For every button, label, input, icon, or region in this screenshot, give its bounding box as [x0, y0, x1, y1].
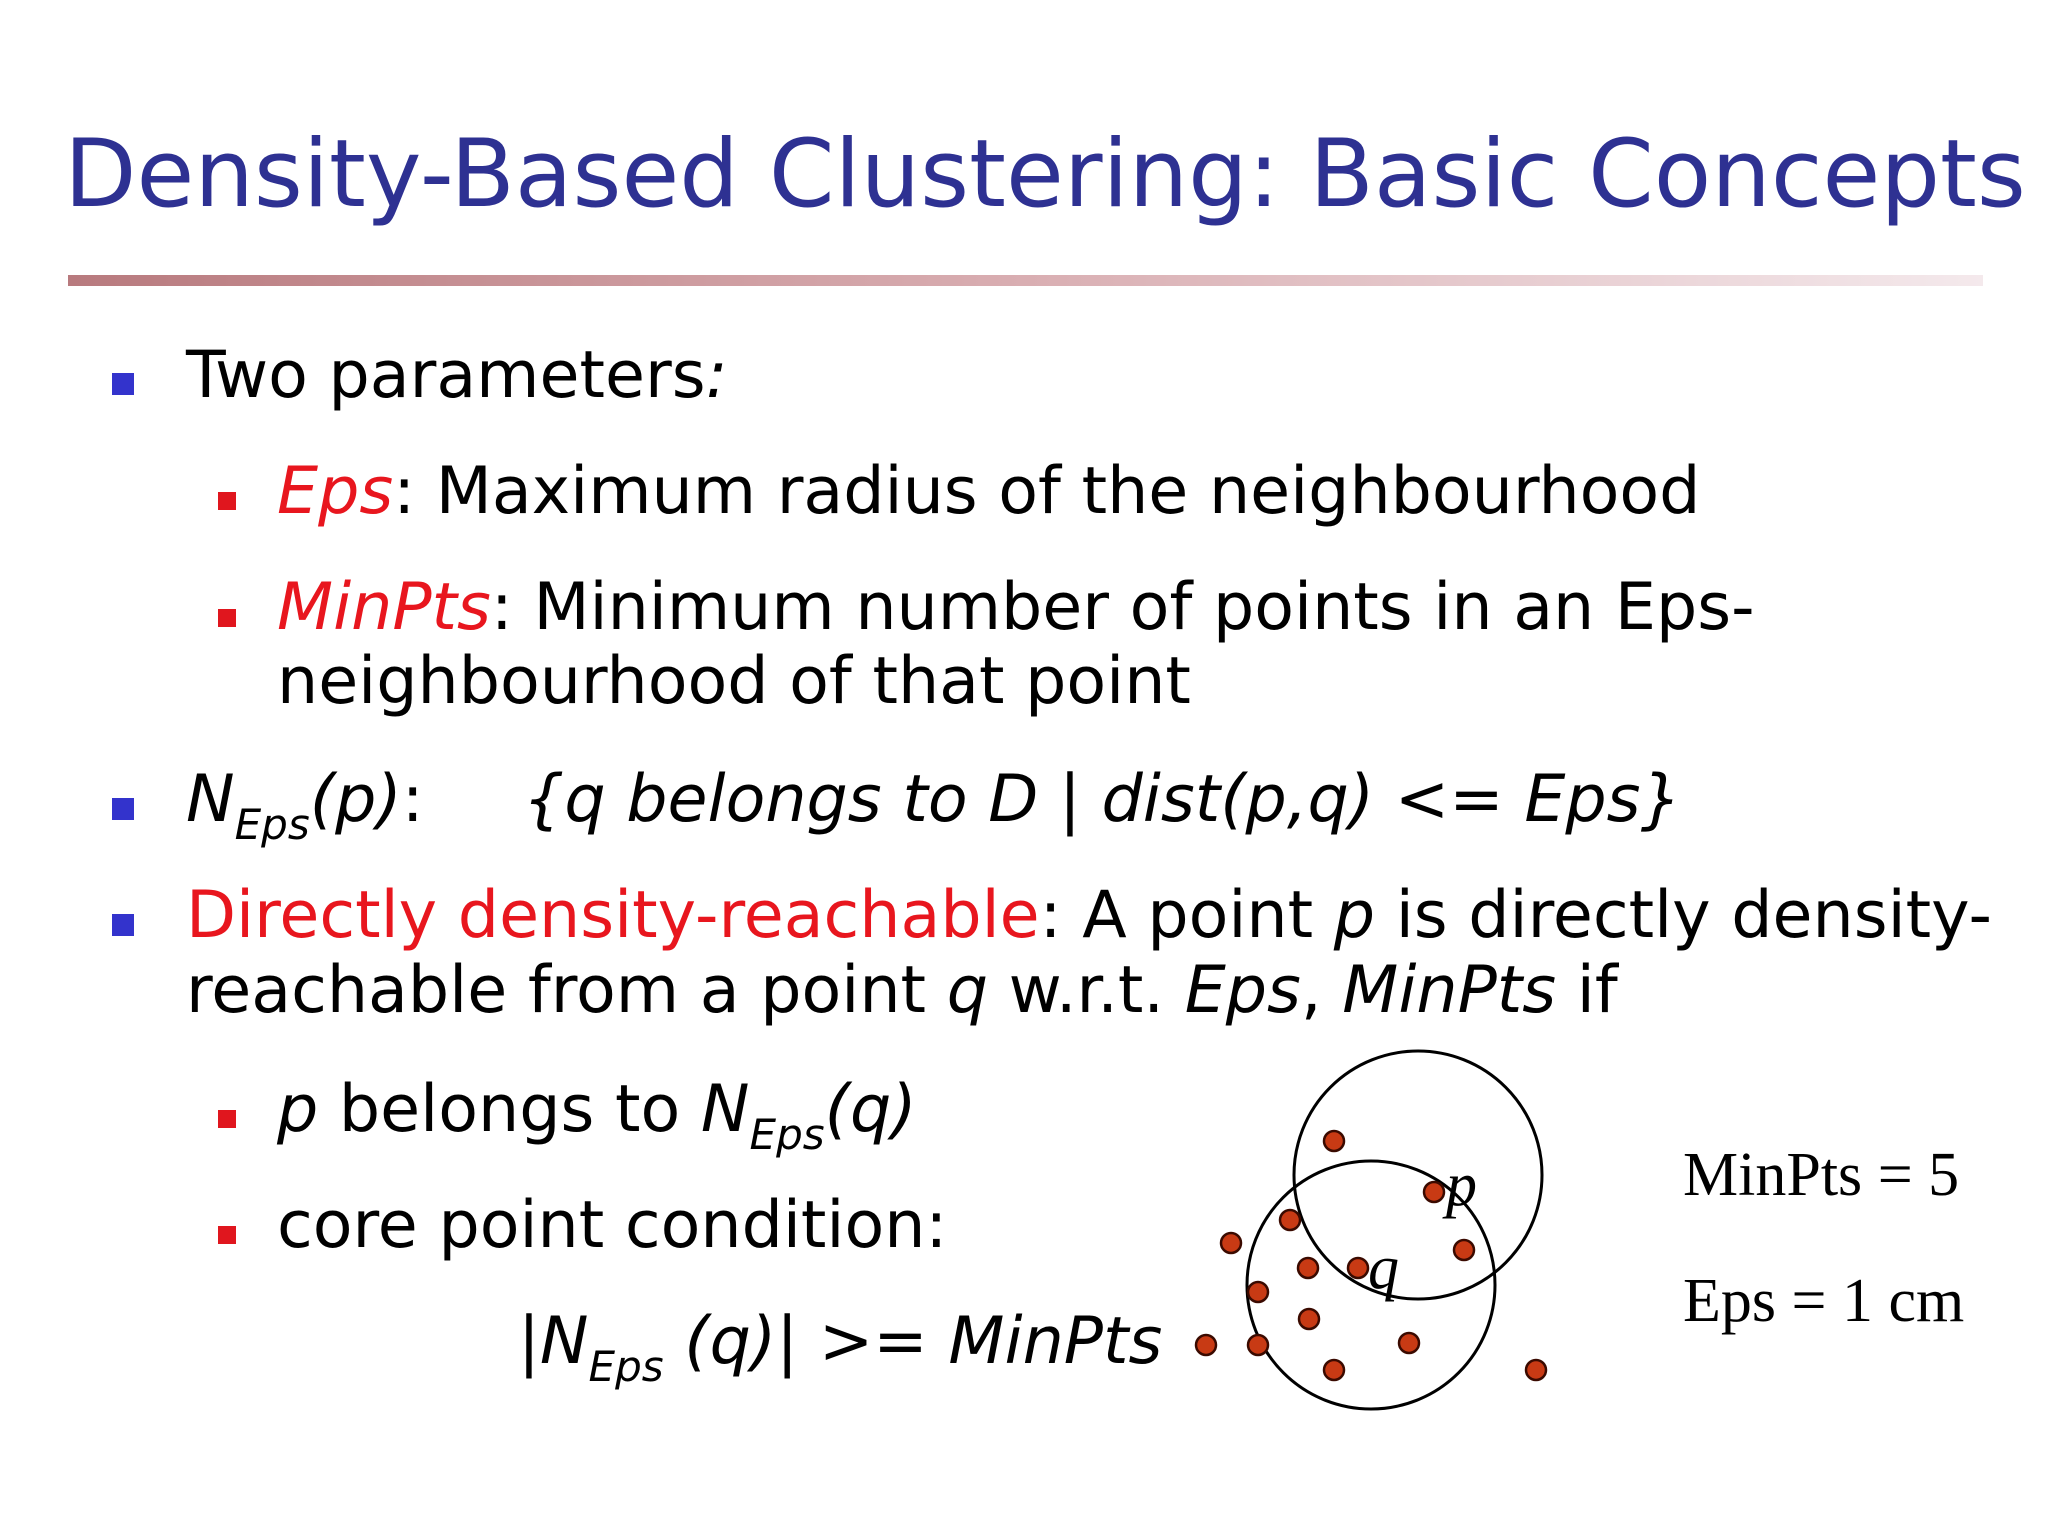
minpts-description-line2: neighbourhood of that point	[277, 644, 1191, 719]
formula-subscript: Eps	[588, 1342, 664, 1391]
neps-subscript: Eps	[234, 800, 310, 849]
neps-set-definition: {q belongs to D | dist(p,q) <= Eps}	[523, 762, 1682, 837]
data-point	[1526, 1360, 1546, 1380]
ddr-if: if	[1556, 953, 1618, 1028]
data-point	[1248, 1335, 1268, 1355]
formula-bar-open: |	[518, 1304, 540, 1379]
cond1-subscript: Eps	[749, 1110, 825, 1159]
eps-description: : Maximum radius of the neighbourhood	[393, 454, 1701, 529]
formula-operator: >=	[798, 1304, 949, 1379]
data-point	[1196, 1335, 1216, 1355]
eps-circle-p	[1294, 1051, 1542, 1299]
data-point	[1248, 1282, 1268, 1302]
minpts-value-label: MinPts = 5	[1683, 1141, 1960, 1209]
ddr-p: p	[1333, 878, 1376, 953]
eps-term: Eps	[277, 454, 394, 529]
data-point	[1399, 1333, 1419, 1353]
ddr-minpts: MinPts	[1342, 953, 1557, 1028]
two-parameters-colon: :	[705, 338, 728, 413]
ddr-eps: Eps	[1184, 953, 1301, 1028]
cond1-p: p	[277, 1072, 319, 1147]
formula-arg: (q)	[663, 1304, 777, 1379]
neps-arg: (p)	[309, 762, 402, 837]
point-label-p: p	[1446, 1151, 1477, 1219]
data-point	[1324, 1131, 1344, 1151]
ddr-l2-b: w.r.t.	[987, 953, 1185, 1028]
data-point-p	[1424, 1182, 1444, 1202]
neps-N: N	[186, 762, 235, 837]
ddr-text-a: : A point	[1039, 878, 1334, 953]
formula-N: N	[539, 1304, 589, 1379]
data-point-q	[1348, 1258, 1368, 1278]
data-point	[1324, 1360, 1344, 1380]
point-label-q: q	[1368, 1234, 1399, 1302]
data-point	[1221, 1233, 1241, 1253]
data-point	[1298, 1258, 1318, 1278]
slide-title: Density-Based Clustering: Basic Concepts	[64, 120, 2026, 229]
cond1-N: N	[700, 1072, 750, 1147]
cond1-arg: (q)	[824, 1072, 917, 1147]
ddr-l2-a: reachable from a point	[186, 953, 947, 1028]
eps-value-label: Eps = 1 cm	[1683, 1267, 1965, 1335]
ddr-text-b: is directly density-	[1375, 878, 1992, 953]
ddr-q: q	[946, 953, 988, 1028]
formula-bar-close: |	[776, 1304, 799, 1379]
ddr-term: Directly density-reachable	[186, 878, 1040, 953]
ddr-comma: ,	[1300, 953, 1343, 1028]
cond1-text: belongs to	[318, 1072, 701, 1147]
sub-bullet-core-point-condition: core point condition:	[277, 1188, 948, 1263]
formula-rhs: MinPts	[948, 1304, 1163, 1379]
data-point	[1299, 1309, 1319, 1329]
data-point	[1454, 1240, 1474, 1260]
minpts-term: MinPts	[277, 570, 491, 645]
neps-colon: :	[401, 762, 424, 837]
minpts-description-line1: : Minimum number of points in an Eps-	[490, 570, 1755, 645]
data-point	[1280, 1210, 1300, 1230]
two-parameters-text: Two parameters	[186, 338, 706, 413]
